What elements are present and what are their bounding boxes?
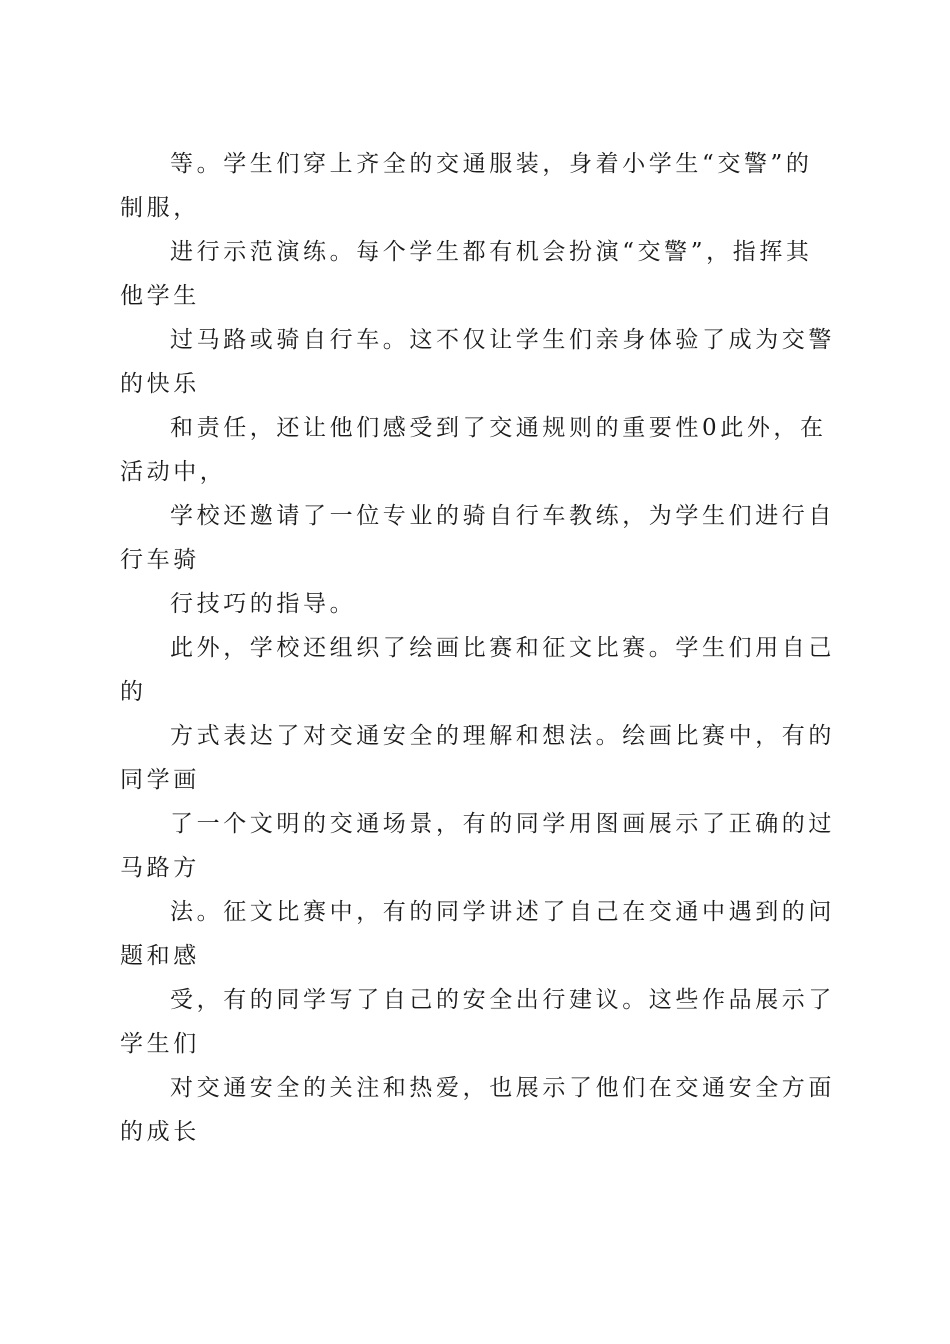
- text-line: 方式表达了对交通安全的理解和想法。绘画比赛中，有的: [170, 723, 835, 749]
- text-line: 对交通安全的关注和热爱，也展示了他们在交通安全方面: [170, 1075, 835, 1101]
- text-line: 学校还邀请了一位专业的骑自行车教练，为学生们进行自: [170, 503, 835, 529]
- text-line: 此外，学校还组织了绘画比赛和征文比赛。学生们用自己: [170, 635, 835, 661]
- text-line: 行技巧的指导。: [170, 591, 357, 617]
- text-line: 的成长: [120, 1119, 200, 1145]
- text-line: 活动中，: [120, 459, 227, 485]
- text-line: 制服，: [120, 195, 200, 221]
- text-line: 行车骑: [120, 547, 200, 573]
- text-line: 的: [120, 679, 147, 705]
- text-line: 等。学生们穿上齐全的交通服装，身着小学生“交警”的: [170, 151, 813, 177]
- text-line: 的快乐: [120, 371, 200, 397]
- text-line: 学生们: [120, 1031, 200, 1057]
- text-line: 过马路或骑自行车。这不仅让学生们亲身体验了成为交警: [170, 327, 835, 353]
- body-text: [120, 142, 835, 1154]
- text-line: 他学生: [120, 283, 200, 309]
- text-line: 和责任，还让他们感受到了交通规则的重要性0此外，在: [170, 415, 827, 441]
- text-line: 同学画: [120, 767, 200, 793]
- text-line: 了一个文明的交通场景，有的同学用图画展示了正确的过: [170, 811, 835, 837]
- text-line: 法。征文比赛中，有的同学讲述了自己在交通中遇到的问: [170, 899, 835, 925]
- text-line: 受，有的同学写了自己的安全出行建议。这些作品展示了: [170, 987, 835, 1013]
- text-line: 进行示范演练。每个学生都有机会扮演“交警”，指挥其: [170, 239, 813, 265]
- text-line: 马路方: [120, 855, 200, 881]
- text-line: 题和感: [120, 943, 200, 969]
